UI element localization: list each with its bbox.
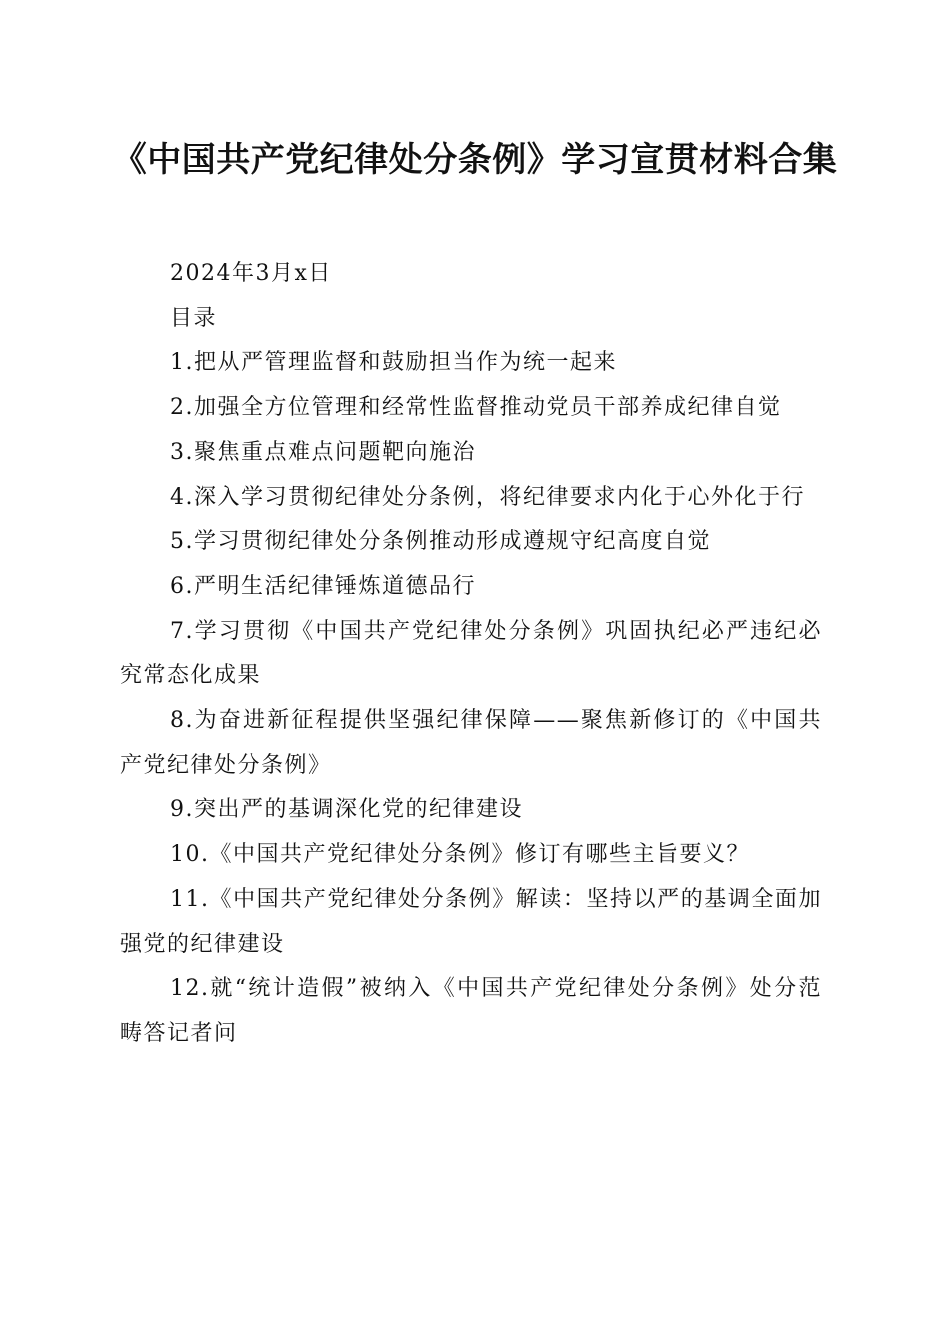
toc-item: 4.深入学习贯彻纪律处分条例，将纪律要求内化于心外化于行 (170, 484, 805, 510)
document-body (120, 252, 822, 1057)
toc-item: 8.为奋进新征程提供坚强纪律保障——聚焦新修订的《中国共产党纪律处分条例》 (120, 708, 822, 778)
toc-heading: 目录 (170, 305, 218, 331)
toc-item: 9.突出严的基调深化党的纪律建设 (170, 797, 523, 823)
toc-item: 11.《中国共产党纪律处分条例》解读：坚持以严的基调全面加强党的纪律建设 (120, 886, 822, 957)
toc-item: 5.学习贯彻纪律处分条例推动形成遵规守纪高度自觉 (170, 529, 711, 555)
toc-item: 10.《中国共产党纪律处分条例》修订有哪些主旨要义？ (170, 842, 750, 868)
toc-item: 2.加强全方位管理和经常性监督推动党员干部养成纪律自觉 (170, 395, 782, 421)
toc-item: 12.就“统计造假”被纳入《中国共产党纪律处分条例》处分范畴答记者问 (120, 976, 822, 1046)
toc-item: 6.严明生活纪律锤炼道德品行 (170, 573, 476, 599)
toc-item: 3.聚焦重点难点问题靶向施治 (170, 439, 476, 465)
toc-item: 1.把从严管理监督和鼓励担当作为统一起来 (170, 350, 617, 376)
toc-item: 7.学习贯彻《中国共产党纪律处分条例》巩固执纪必严违纪必究常态化成果 (120, 618, 822, 689)
document-date: 2024年3月x日 (170, 261, 332, 286)
document-title: 《中国共产党纪律处分条例》学习宣贯材料合集 (112, 140, 838, 180)
